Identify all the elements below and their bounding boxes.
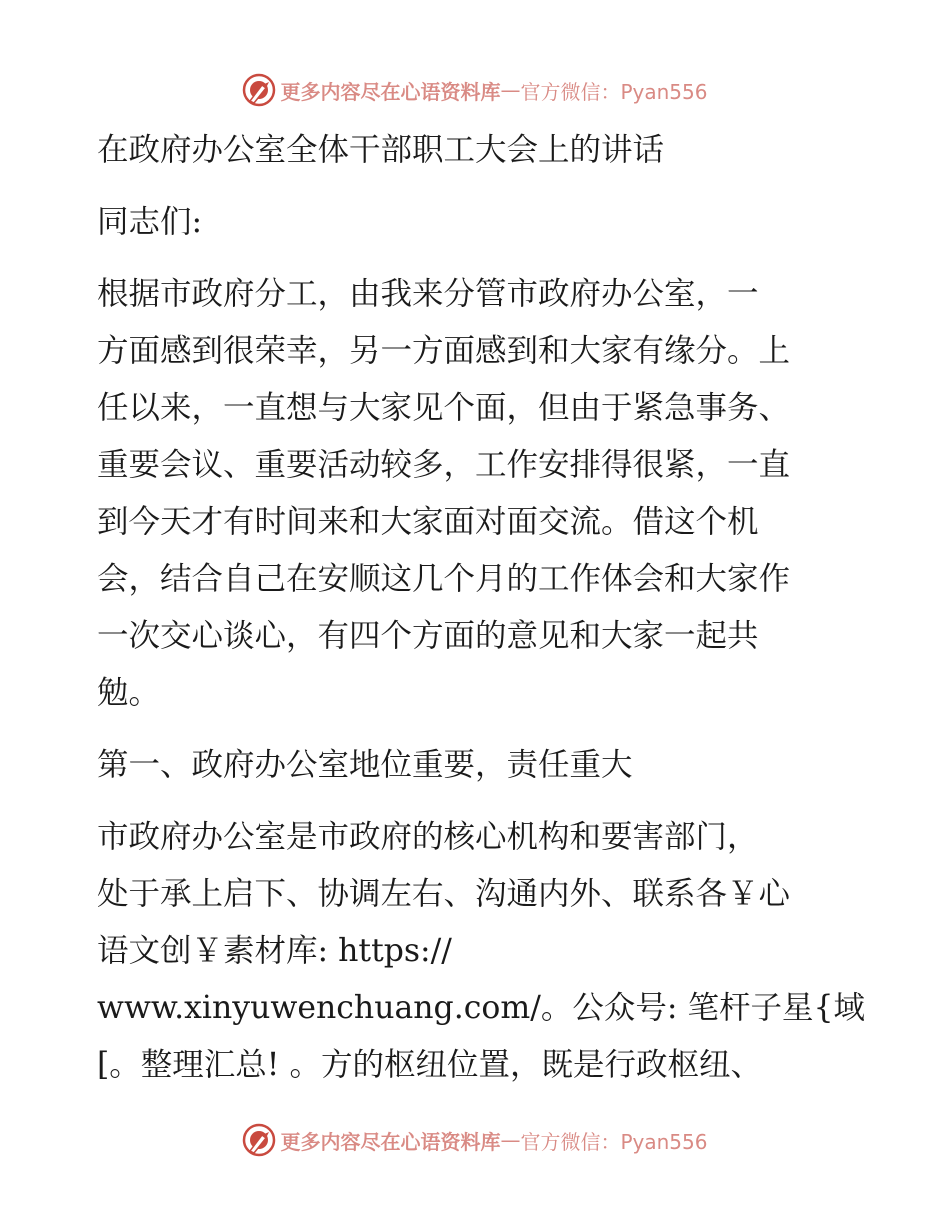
banner-wechat-text: 官方微信：Pyan556 [520, 79, 708, 104]
pen-logo-icon [242, 1123, 276, 1157]
footer-banner [0, 1120, 950, 1160]
paragraph-line: 到今天才有时间来和大家面对面交流。借这个机 [97, 504, 759, 540]
header-banner [0, 70, 950, 110]
banner-main-text: 更多内容尽在心语资料库 [280, 1129, 501, 1154]
paragraph-line: 勉。 [97, 675, 161, 711]
paragraph-line: 处于承上启下、协调左右、沟通内外、联系各￥心 [97, 876, 791, 912]
banner-separator: — [500, 78, 521, 102]
salutation: 同志们: [97, 204, 203, 240]
banner-separator: — [500, 1128, 521, 1152]
paragraph-line: 任以来，一直想与大家见个面，但由于紧急事务、 [97, 390, 791, 426]
banner-wechat-text: 官方微信：Pyan556 [520, 1129, 708, 1154]
section-heading-1: 第一、政府办公室地位重要，责任重大 [97, 747, 633, 783]
paragraph-1 [97, 266, 857, 722]
paragraph-line: 方面感到很荣幸，另一方面感到和大家有缘分。上 [97, 333, 791, 369]
banner-main-text: 更多内容尽在心语资料库 [280, 79, 501, 104]
pen-logo-icon [242, 73, 276, 107]
paragraph-line: 会，结合自己在安顺这几个月的工作体会和大家作 [97, 561, 791, 597]
paragraph-line: 市政府办公室是市政府的核心机构和要害部门， [97, 819, 759, 855]
paragraph-line: 语文创￥素材库: https:// [97, 933, 452, 969]
paragraph-line: 根据市政府分工，由我来分管市政府办公室，一 [97, 276, 759, 312]
paragraph-2 [97, 809, 865, 1094]
document-title: 在政府办公室全体干部职工大会上的讲话 [97, 132, 665, 168]
paragraph-line: www.xinyuwenchuang.com/。公众号: 笔杆子星{域 [97, 990, 865, 1026]
paragraph-line: 一次交心谈心，有四个方面的意见和大家一起共 [97, 618, 759, 654]
paragraph-line: [。整理汇总! 。方的枢纽位置，既是行政枢纽、 [97, 1047, 762, 1083]
document-body [97, 122, 865, 1094]
paragraph-line: 重要会议、重要活动较多，工作安排得很紧，一直 [97, 447, 791, 483]
